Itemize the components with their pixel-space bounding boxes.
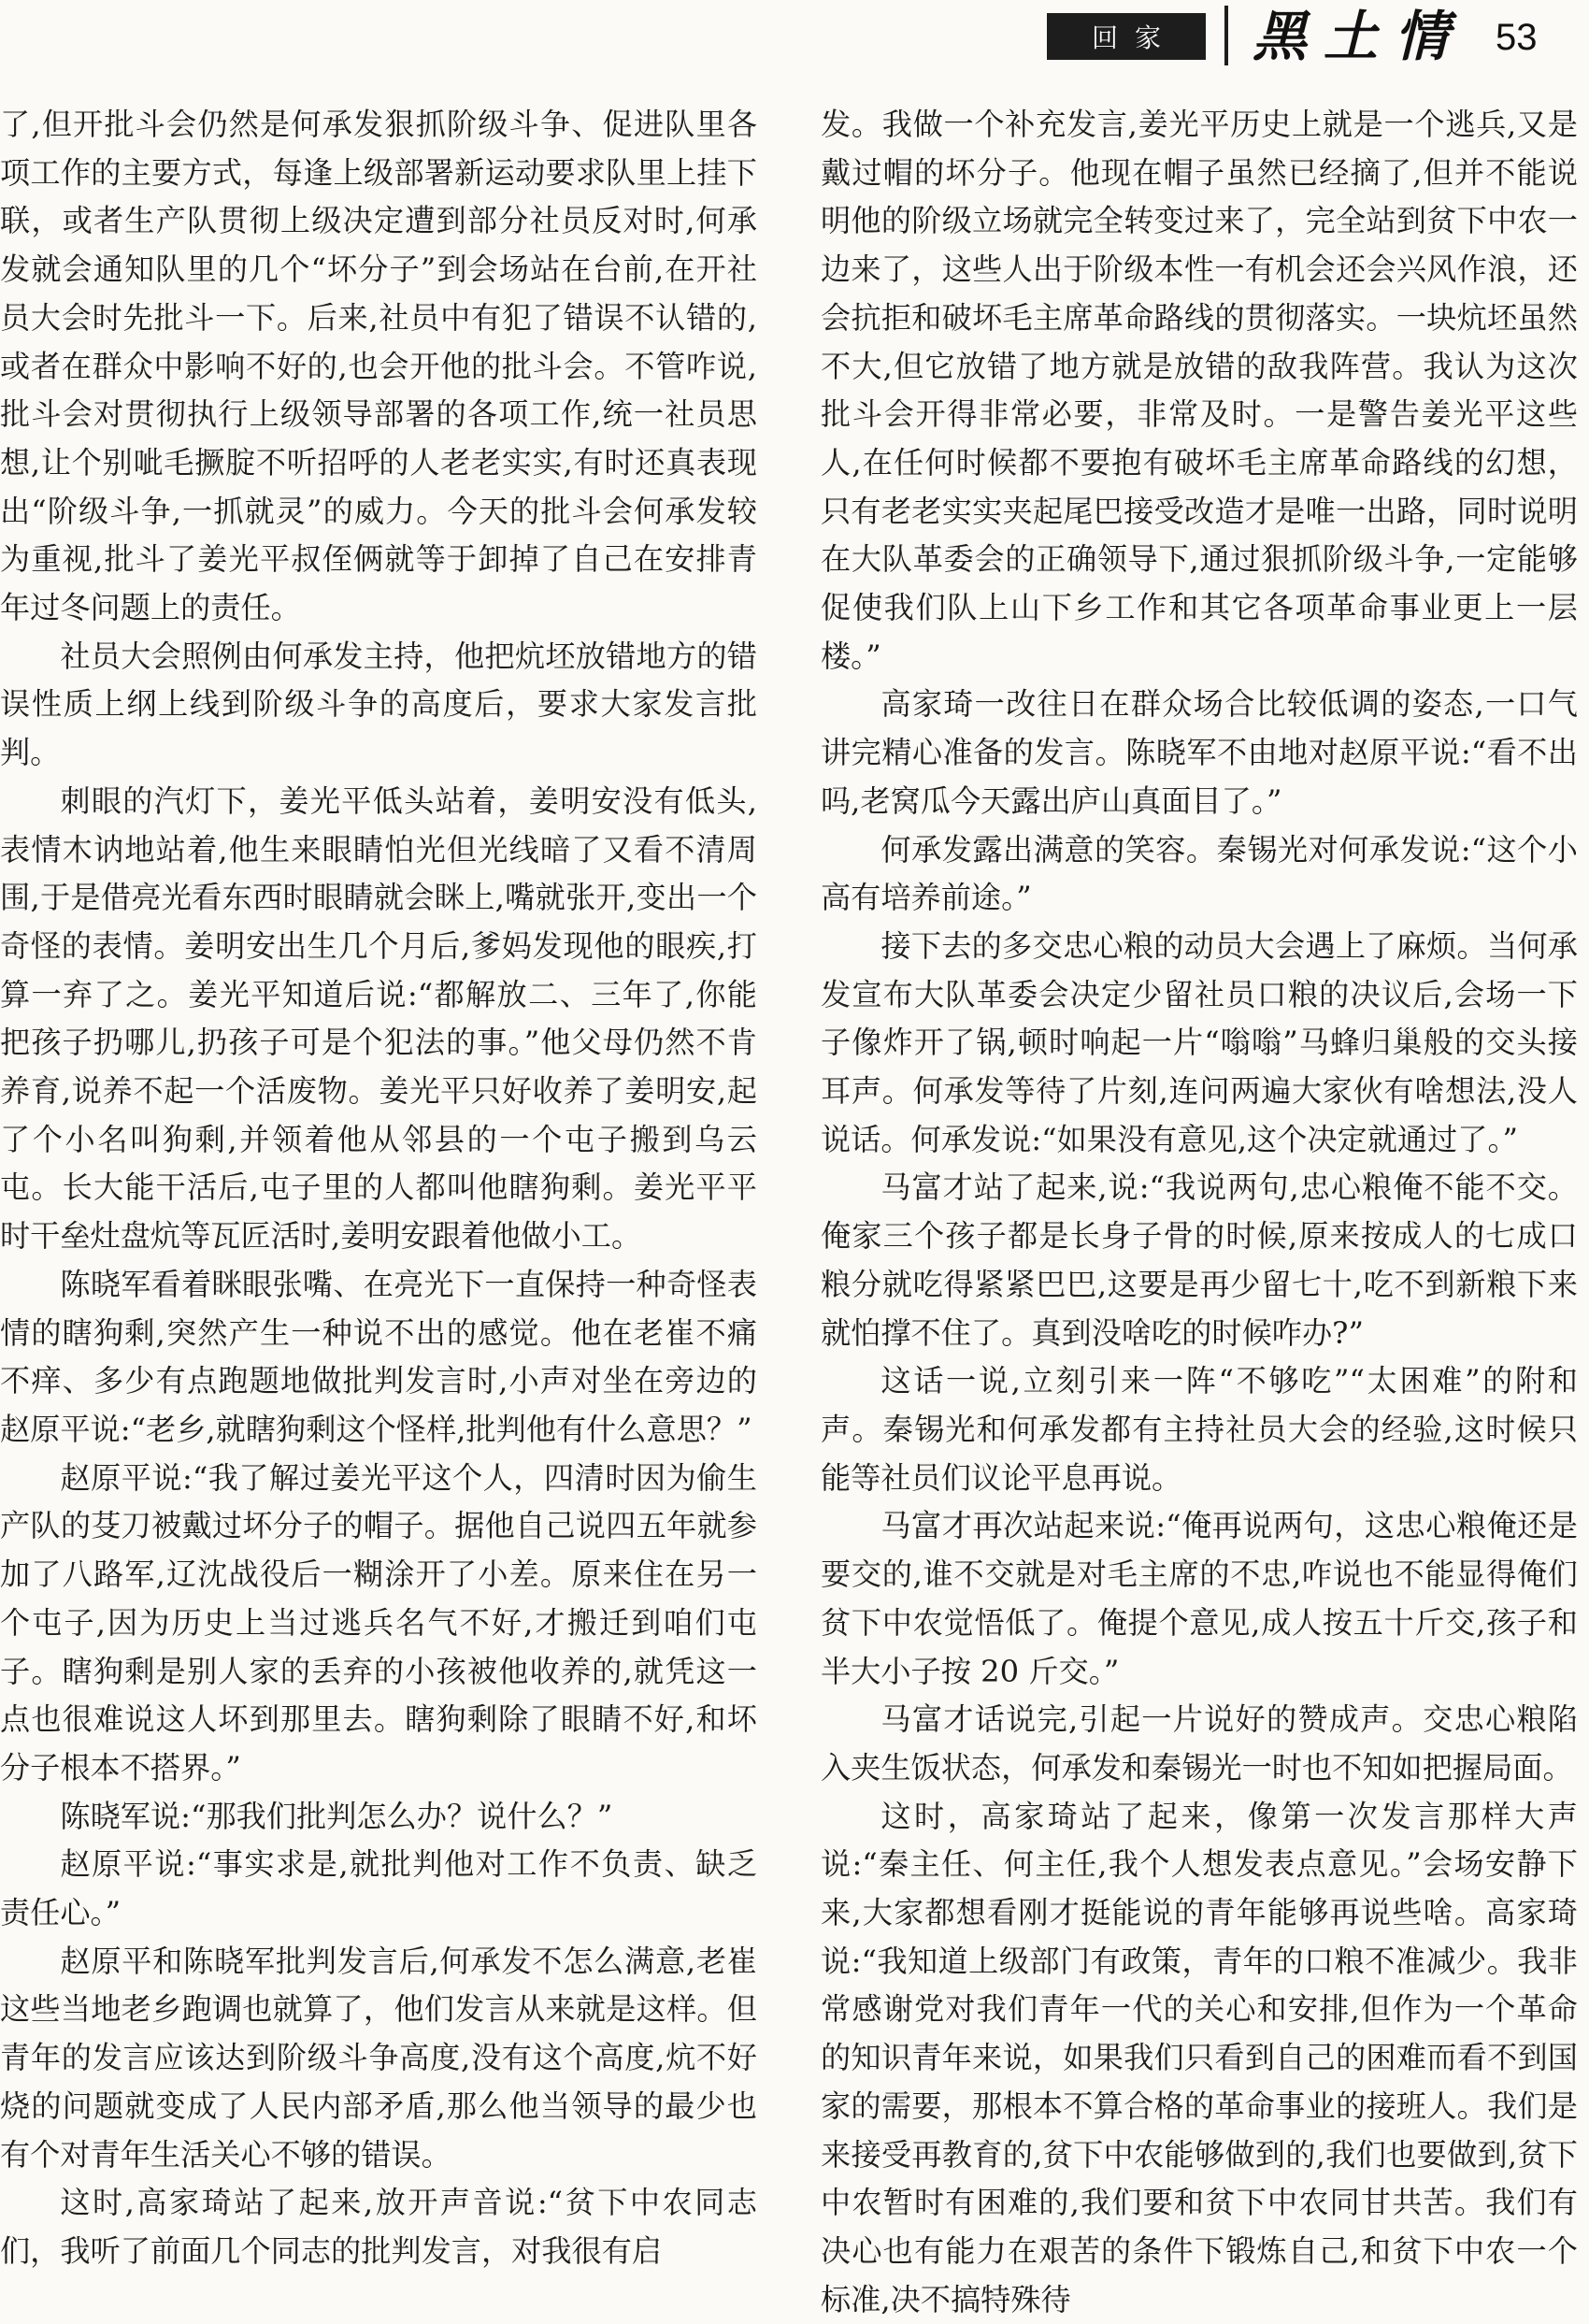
paragraph: 这时,高家琦站了起来,放开声音说:“贫下中农同志们，我听了前面几个同志的批判发言，对我很有启 — [0, 2185, 757, 2269]
paragraph: 接下去的多交忠心粮的动员大会遇上了麻烦。当何承发宣布大队革委会决定少留社员口粮的决议后,会场一下子像炸开了锅,顿时响起一片“嗡嗡”马蜂归巢般的交头接耳声。何承发等待了片刻,连问两遍大家伙有啥想法,没人说话。何承发说:“如果没有意见,这个决定就通过了。” — [821, 927, 1578, 1157]
paragraph: 刺眼的汽灯下，姜光平低头站着，姜明安没有低头,表情木讷地站着,他生来眼睛怕光但光线暗了又看不清周围,于是借亮光看东西时眼睛就会眯上,嘴就张开,变出一个奇怪的表情。姜明安出生几个月后,爹妈发现他的眼疾,打算一弃了之。姜光平知道后说:“都解放二、三年了,你能把孩子扔哪儿,扔孩子可是个犯法的事。”他父母仍然不肯养育,说养不起一个活废物。姜光平只好收养了姜明安,起了个小名叫狗剩,并领着他从邻县的一个屯子搬到乌云屯。长大能干活后,屯子里的人都叫他瞎狗剩。姜光平平时干垒灶盘炕等瓦匠活时,姜明安跟着他做小工。 — [0, 782, 757, 1255]
paragraph: 赵原平说:“事实求是,就批判他对工作不负责、缺乏责任心。” — [0, 1846, 757, 1931]
paragraph: 社员大会照例由何承发主持，他把炕坯放错地方的错误性质上纲上线到阶级斗争的高度后，要求大家发言批判。 — [0, 638, 757, 771]
paragraph: 发。我做一个补充发言,姜光平历史上就是一个逃兵,又是戴过帽的坏分子。他现在帽子虽然已经摘了,但并不能说明他的阶级立场就完全转变过来了，完全站到贫下中农一边来了，这些人出于阶级本性一有机会还会兴风作浪，还会抗拒和破坏毛主席革命路线的贯彻落实。一块炕坯虽然不大,但它放错了地方就是放错的敌我阵营。我认为这次批斗会开得非常必要，非常及时。一是警告姜光平这些人,在任何时候都不要抱有破坏毛主席革命路线的幻想，只有老老实实夹起尾巴接受改造才是唯一出路，同时说明在大队革委会的正确领导下,通过狠抓阶级斗争,一定能够促使我们队上山下乡工作和其它各项革命事业更上一层楼。” — [821, 107, 1578, 674]
paragraph: 赵原平和陈晓军批判发言后,何承发不怎么满意,老崔这些当地老乡跑调也就算了，他们发言从来就是这样。但青年的发言应该达到阶级斗争高度,没有这个高度,炕不好烧的问题就变成了人民内部矛盾,那么他当领导的最少也有个对青年生活关心不够的错误。 — [0, 1943, 757, 2173]
page-header — [0, 0, 1589, 89]
paragraph: 马富才再次站起来说:“俺再说两句，这忠心粮俺还是要交的,谁不交就是对毛主席的不忠,咋说也不能显得俺们贫下中农觉悟低了。俺提个意见,成人按五十斤交,孩子和半大小子按 20 斤交。” — [821, 1508, 1578, 1689]
paragraph: 赵原平说:“我了解过姜光平这个人，四清时因为偷生产队的芟刀被戴过坏分子的帽子。据他自己说四五年就参加了八路军,辽沈战役后一糊涂开了小差。原来住在另一个屯子,因为历史上当过逃兵名气不好,才搬迁到咱们屯子。瞎狗剩是别人家的丢弃的小孩被他收养的,就凭这一点也很难说这人坏到那里去。瞎狗剩除了眼睛不好,和坏分子根本不搭界。” — [0, 1459, 757, 1786]
left-column — [0, 101, 757, 2284]
paragraph: 了,但开批斗会仍然是何承发狠抓阶级斗争、促进队里各项工作的主要方式，每逢上级部署新运动要求队里上挂下联，或者生产队贯彻上级决定遭到部分社员反对时,何承发就会通知队里的几个“坏分子”到会场站在台前,在开社员大会时先批斗一下。后来,社员中有犯了错误不认错的,或者在群众中影响不好的,也会开他的批斗会。不管咋说,批斗会对贯彻执行上级领导部署的各项工作,统一社员思想,让个别呲毛撅腚不听招呼的人老老实实,有时还真表现出“阶级斗争,一抓就灵”的威力。今天的批斗会何承发较为重视,批斗了姜光平叔侄俩就等于卸掉了自己在安排青年过冬问题上的责任。 — [0, 107, 757, 626]
magazine-logo: 黑土情 — [1253, 5, 1467, 68]
paragraph: 陈晓军说:“那我们批判怎么办？说什么？” — [60, 1798, 613, 1834]
page-number: 53 — [1496, 17, 1538, 58]
section-tag: 回家 — [1047, 13, 1206, 60]
paragraph: 高家琦一改往日在群众场合比较低调的姿态,一口气讲完精心准备的发言。陈晓军不由地对赵原平说:“看不出吗,老窝瓜今天露出庐山真面目了。” — [821, 686, 1578, 819]
right-column — [821, 101, 1578, 2317]
paragraph: 这时，高家琦站了起来，像第一次发言那样大声说:“秦主任、何主任,我个人想发表点意见。”会场安静下来,大家都想看刚才挺能说的青年能够再说些啥。高家琦说:“我知道上级部门有政策，青年的口粮不准减少。我非常感谢党对我们青年一代的关心和安排,但作为一个革命的知识青年来说，如果我们只看到自己的困难而看不到国家的需要，那根本不算合格的革命事业的接班人。我们是来接受再教育的,贫下中农能够做到的,我们也要做到,贫下中农暂时有困难的,我们要和贫下中农同甘共苦。我们有决心也有能力在艰苦的条件下锻炼自己,和贫下中农一个标准,决不搞特殊待 — [821, 1798, 1578, 2317]
paragraph: 马富才站了起来,说:“我说两句,忠心粮俺不能不交。俺家三个孩子都是长身子骨的时候,原来按成人的七成口粮分就吃得紧紧巴巴,这要是再少留七十,吃不到新粮下来就怕撑不住了。真到没啥吃的时候咋办?” — [821, 1169, 1578, 1351]
paragraph: 陈晓军看着眯眼张嘴、在亮光下一直保持一种奇怪表情的瞎狗剩,突然产生一种说不出的感觉。他在老崔不痛不痒、多少有点跑题地做批判发言时,小声对坐在旁边的赵原平说:“老乡,就瞎狗剩这个怪样,批判他有什么意思？” — [0, 1266, 757, 1447]
header-divider — [1224, 6, 1228, 65]
paragraph: 何承发露出满意的笑容。秦锡光对何承发说:“这个小高有培养前途。” — [821, 831, 1578, 916]
paragraph: 马富才话说完,引起一片说好的赞成声。交忠心粮陷入夹生饭状态，何承发和秦锡光一时也不知如把握局面。 — [821, 1701, 1578, 1786]
paragraph: 这话一说,立刻引来一阵“不够吃”“太困难”的附和声。秦锡光和何承发都有主持社员大会的经验,这时候只能等社员们议论平息再说。 — [821, 1363, 1578, 1496]
